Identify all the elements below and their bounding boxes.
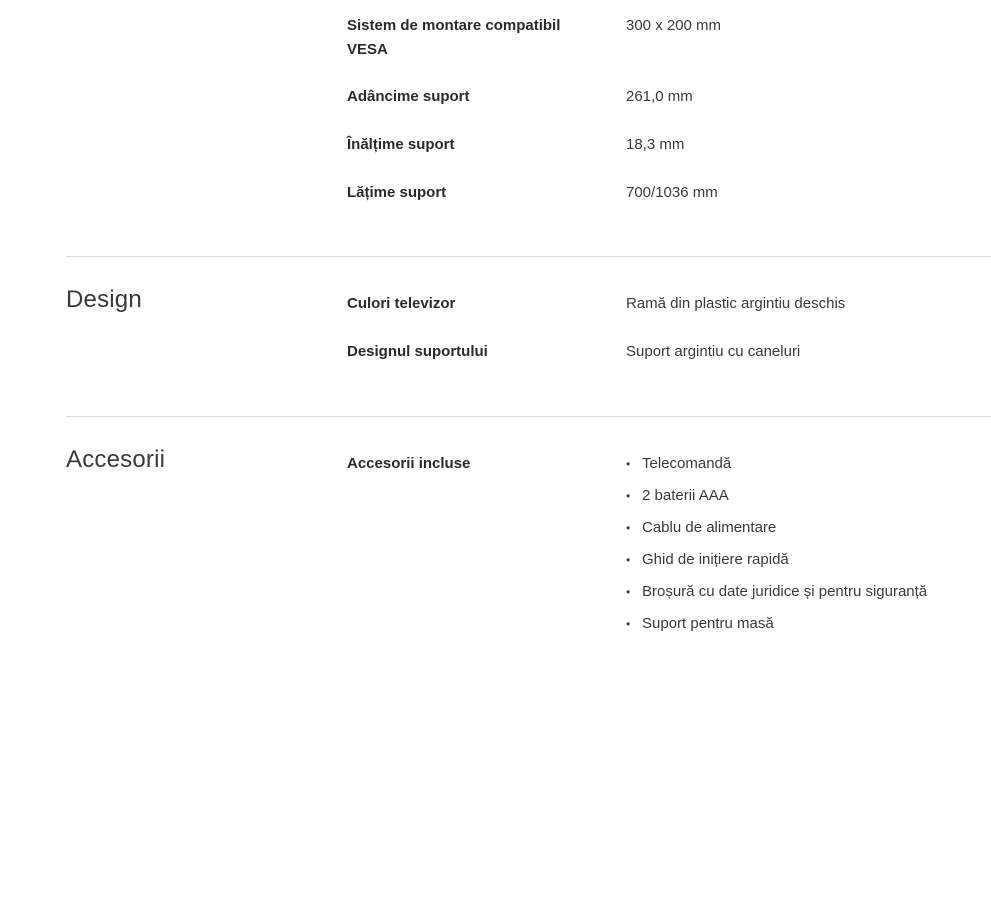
- bullet: •: [626, 585, 631, 599]
- bullet: •: [626, 489, 631, 503]
- section-divider: [66, 256, 991, 257]
- spec-value: 261,0 mm: [626, 88, 693, 105]
- spec-value: 300 x 200 mm: [626, 17, 722, 34]
- list-item-text: 2 baterii AAA: [642, 487, 729, 504]
- spec-label: Designul suportului: [347, 343, 488, 360]
- spec-label: Accesorii incluse: [347, 455, 471, 472]
- list-item: [626, 516, 991, 548]
- list-item: [626, 452, 991, 484]
- spec-label: Culori televizor: [347, 295, 456, 312]
- bullet: •: [626, 553, 631, 567]
- list-item: [626, 484, 991, 516]
- design-section: [66, 286, 991, 396]
- list-item: [626, 548, 991, 580]
- spec-value: Ramă din plastic argintiu deschis: [626, 295, 846, 312]
- section-title: Accesorii: [66, 446, 166, 473]
- list-item-text: Broșură cu date juridice și pentru siguranță: [642, 583, 928, 600]
- bullet: •: [626, 617, 631, 631]
- list-item: [626, 580, 991, 612]
- section-divider: [66, 416, 991, 417]
- accessories-list: [626, 452, 991, 644]
- spec-label: Adâncime suport: [347, 88, 470, 105]
- accessories-list-wrapper: [626, 452, 991, 644]
- spec-label: Înălțime suport: [347, 136, 455, 153]
- list-item-text: Suport pentru masă: [642, 615, 774, 632]
- spec-value: 18,3 mm: [626, 136, 685, 153]
- bullet: •: [626, 457, 631, 471]
- bullet: •: [626, 521, 631, 535]
- section-title: Design: [66, 286, 142, 313]
- list-item-text: Telecomandă: [642, 455, 732, 472]
- spec-value: 700/1036 mm: [626, 184, 718, 201]
- list-item-text: Ghid de inițiere rapidă: [642, 551, 789, 568]
- spec-label: Lățime suport: [347, 184, 447, 201]
- list-item-text: Cablu de alimentare: [642, 519, 777, 536]
- accessories-section: [66, 446, 991, 666]
- stand-section: [66, 14, 991, 234]
- list-item: [626, 612, 991, 644]
- spec-value: Suport argintiu cu caneluri: [626, 343, 801, 360]
- spec-label: Sistem de montare compatibil VESA: [347, 17, 561, 58]
